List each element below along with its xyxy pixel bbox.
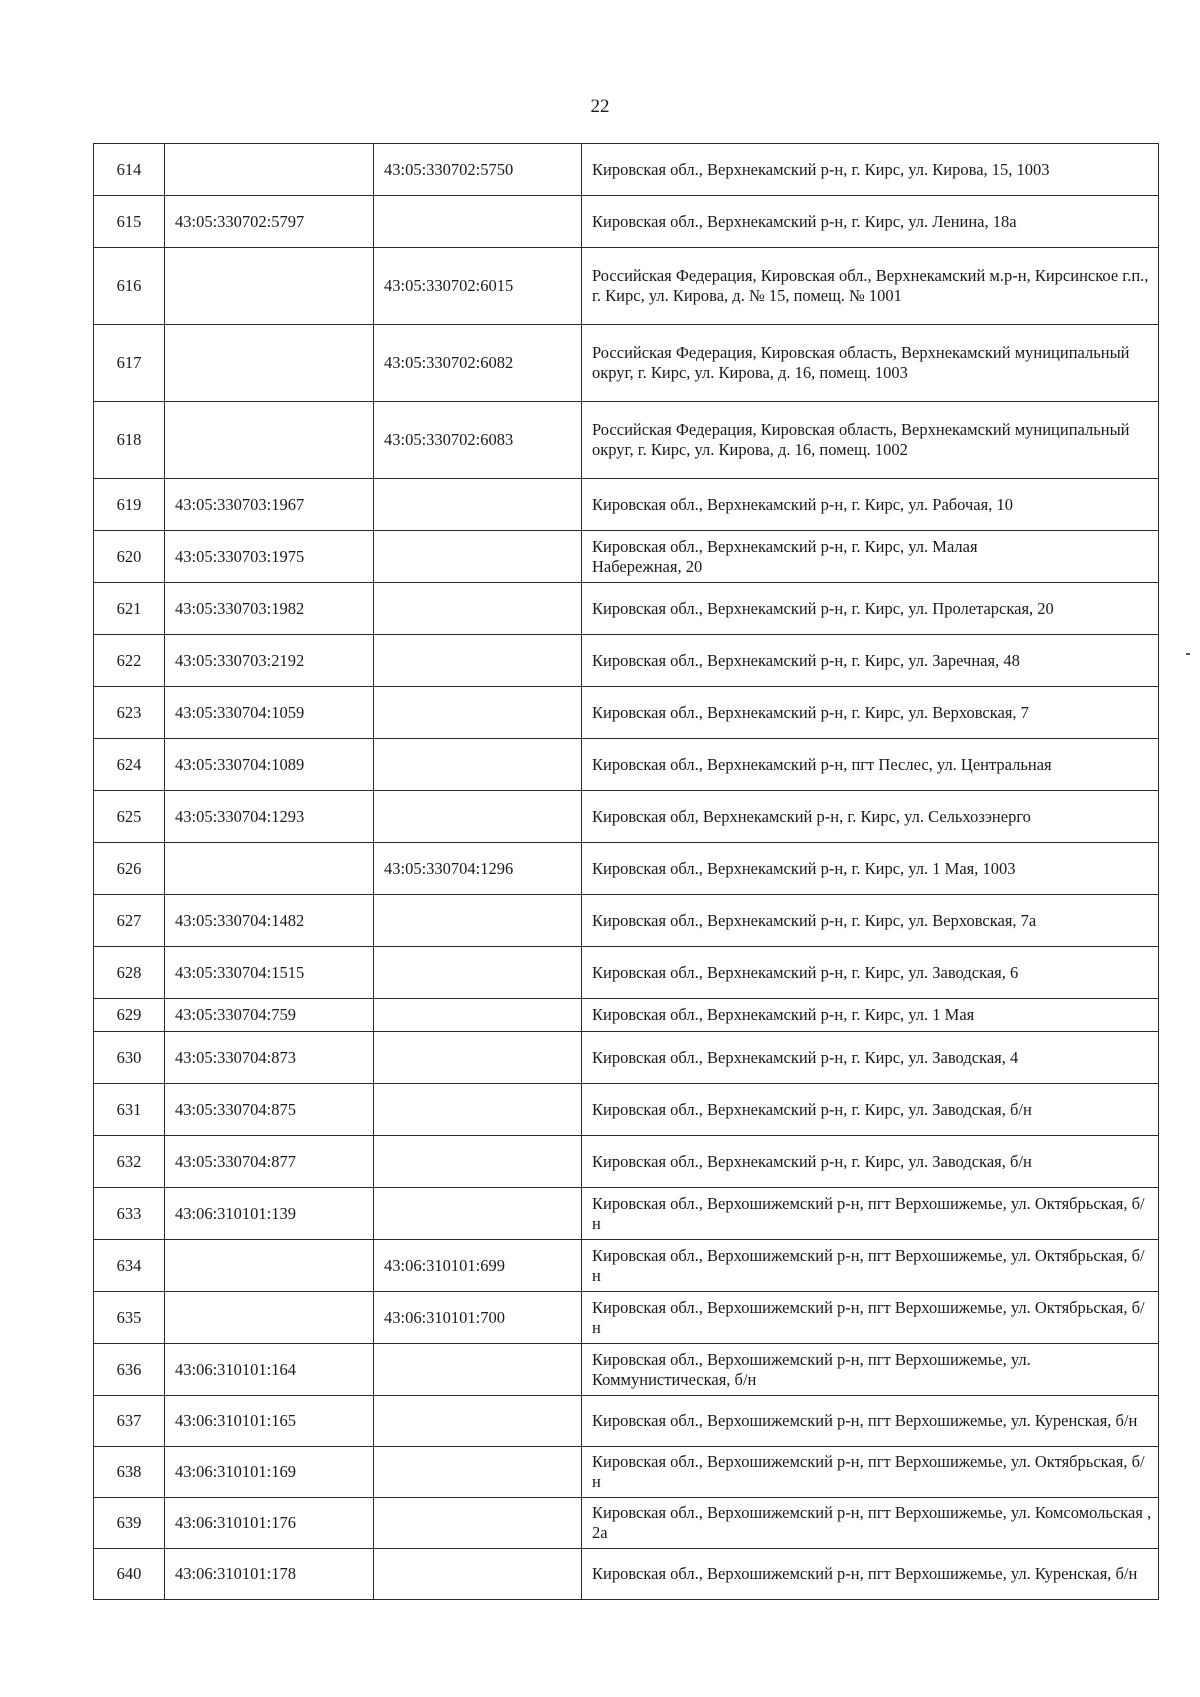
cadastral-number-secondary: 43:05:330702:5750 <box>374 144 582 196</box>
table-row <box>94 843 1159 895</box>
row-number: 629 <box>94 999 165 1032</box>
table-row <box>94 325 1159 402</box>
table-row <box>94 583 1159 635</box>
cadastral-number-primary: 43:05:330704:1293 <box>165 791 374 843</box>
cadastral-number-primary: 43:06:310101:139 <box>165 1188 374 1240</box>
table-row <box>94 739 1159 791</box>
cadastral-number-secondary: 43:05:330702:6082 <box>374 325 582 402</box>
row-number: 635 <box>94 1292 165 1344</box>
cadastral-number-secondary <box>374 739 582 791</box>
address-cell: Кировская обл., Верхнекамский р-н, г. Кирс, ул. Пролетарская, 20 <box>582 583 1159 635</box>
cadastral-number-secondary: 43:05:330702:6015 <box>374 248 582 325</box>
row-number: 620 <box>94 531 165 583</box>
table-row <box>94 999 1159 1032</box>
table-row <box>94 402 1159 479</box>
row-number: 617 <box>94 325 165 402</box>
cadastral-number-primary: 43:06:310101:169 <box>165 1447 374 1498</box>
table-row <box>94 248 1159 325</box>
cadastral-number-primary: 43:05:330703:2192 <box>165 635 374 687</box>
address-cell: Кировская обл., Верхнекамский р-н, г. Кирс, ул. Верховская, 7 <box>582 687 1159 739</box>
address-cell: Кировская обл., Верхошижемский р-н, пгт Верхошижемье, ул. Октябрьская, б/н <box>582 1188 1159 1240</box>
row-number: 631 <box>94 1084 165 1136</box>
cadastral-number-primary: 43:05:330702:5797 <box>165 196 374 248</box>
cadastral-number-primary: 43:06:310101:164 <box>165 1344 374 1396</box>
address-cell: Кировская обл., Верхнекамский р-н, г. Кирс, ул. Заводская, б/н <box>582 1084 1159 1136</box>
table-row <box>94 1032 1159 1084</box>
cadastral-number-primary: 43:05:330703:1967 <box>165 479 374 531</box>
row-number: 615 <box>94 196 165 248</box>
address-cell: Кировская обл., Верхнекамский р-н, г. Кирс, ул. Заводская, 6 <box>582 947 1159 999</box>
row-number: 623 <box>94 687 165 739</box>
cadastral-number-primary: 43:05:330704:1089 <box>165 739 374 791</box>
row-number: 616 <box>94 248 165 325</box>
address-cell: Кировская обл., Верхошижемский р-н, пгт Верхошижемье, ул. Куренская, б/н <box>582 1396 1159 1447</box>
address-cell: Кировская обл., Верхошижемский р-н, пгт Верхошижемье, ул. Октябрьская, б/н <box>582 1240 1159 1292</box>
address-cell: Кировская обл., Верхнекамский р-н, г. Кирс, ул. Кирова, 15, 1003 <box>582 144 1159 196</box>
table-row <box>94 479 1159 531</box>
cadastral-number-secondary: 43:05:330704:1296 <box>374 843 582 895</box>
table-row <box>94 1084 1159 1136</box>
cadastral-number-secondary <box>374 583 582 635</box>
address-cell: Кировская обл., Верхошижемский р-н, пгт Верхошижемье, ул. Коммунистическая, б/н <box>582 1344 1159 1396</box>
row-number: 633 <box>94 1188 165 1240</box>
cadastral-number-primary: 43:05:330704:1482 <box>165 895 374 947</box>
cadastral-number-primary: 43:05:330704:759 <box>165 999 374 1032</box>
cadastral-number-primary: 43:05:330704:875 <box>165 1084 374 1136</box>
cadastral-number-primary: 43:05:330704:877 <box>165 1136 374 1188</box>
cadastral-number-primary: 43:05:330703:1982 <box>165 583 374 635</box>
cadastral-number-primary <box>165 325 374 402</box>
cadastral-number-secondary: 43:05:330702:6083 <box>374 402 582 479</box>
row-number: 622 <box>94 635 165 687</box>
address-cell: Кировская обл., Верхнекамский р-н, пгт Песлес, ул. Центральная <box>582 739 1159 791</box>
cadastral-number-primary: 43:05:330704:1059 <box>165 687 374 739</box>
row-number: 624 <box>94 739 165 791</box>
table-row <box>94 1549 1159 1600</box>
address-cell: Кировская обл., Верхошижемский р-н, пгт Верхошижемье, ул. Октябрьская, б/н <box>582 1292 1159 1344</box>
cadastral-number-secondary <box>374 635 582 687</box>
cadastral-number-primary <box>165 402 374 479</box>
row-number: 625 <box>94 791 165 843</box>
cadastral-number-primary <box>165 1292 374 1344</box>
table-row <box>94 687 1159 739</box>
cadastral-number-primary: 43:06:310101:176 <box>165 1498 374 1549</box>
cadastral-number-secondary <box>374 791 582 843</box>
row-number: 634 <box>94 1240 165 1292</box>
cadastral-number-secondary <box>374 1396 582 1447</box>
row-number: 621 <box>94 583 165 635</box>
row-number: 614 <box>94 144 165 196</box>
address-cell: Кировская обл., Верхнекамский р-н, г. Кирс, ул. Верховская, 7а <box>582 895 1159 947</box>
table-row <box>94 791 1159 843</box>
table-row <box>94 947 1159 999</box>
cadastral-number-primary: 43:06:310101:165 <box>165 1396 374 1447</box>
cadastral-number-secondary <box>374 1084 582 1136</box>
cadastral-number-secondary <box>374 1447 582 1498</box>
page-number: 22 <box>590 96 610 117</box>
address-cell: Кировская обл., Верхошижемский р-н, пгт Верхошижемье, ул. Комсомольская , 2а <box>582 1498 1159 1549</box>
table-row <box>94 1136 1159 1188</box>
cadastral-number-secondary <box>374 196 582 248</box>
address-cell: Кировская обл., Верхнекамский р-н, г. Кирс, ул. 1 Мая <box>582 999 1159 1032</box>
address-cell: Кировская обл, Верхнекамский р-н, г. Кирс, ул. Сельхозэнерго <box>582 791 1159 843</box>
scan-speck <box>1186 653 1190 655</box>
row-number: 638 <box>94 1447 165 1498</box>
row-number: 626 <box>94 843 165 895</box>
address-cell: Кировская обл., Верхошижемский р-н, пгт Верхошижемье, ул. Куренская, б/н <box>582 1549 1159 1600</box>
cadastral-number-secondary <box>374 531 582 583</box>
cadastral-number-primary <box>165 843 374 895</box>
cadastral-number-secondary <box>374 895 582 947</box>
address-cell: Кировская обл., Верхнекамский р-н, г. Кирс, ул. Ленина, 18а <box>582 196 1159 248</box>
cadastral-number-secondary <box>374 1344 582 1396</box>
table-row <box>94 196 1159 248</box>
cadastral-number-primary <box>165 248 374 325</box>
address-cell: Российская Федерация, Кировская область, Верхнекамский муниципальный округ, г. Кирс, ул. Кирова, д. 16, помещ. 1002 <box>582 402 1159 479</box>
address-cell: Кировская обл., Верхнекамский р-н, г. Кирс, ул. Малая Набережная, 20 <box>582 531 1159 583</box>
cadastral-number-secondary <box>374 999 582 1032</box>
table-row <box>94 1396 1159 1447</box>
address-cell: Кировская обл., Верхнекамский р-н, г. Кирс, ул. Рабочая, 10 <box>582 479 1159 531</box>
table-row <box>94 1498 1159 1549</box>
cadastral-number-secondary <box>374 1032 582 1084</box>
row-number: 630 <box>94 1032 165 1084</box>
table-row <box>94 1240 1159 1292</box>
cadastral-number-primary <box>165 144 374 196</box>
row-number: 618 <box>94 402 165 479</box>
row-number: 632 <box>94 1136 165 1188</box>
cadastral-number-primary: 43:06:310101:178 <box>165 1549 374 1600</box>
address-cell: Кировская обл., Верхнекамский р-н, г. Кирс, ул. Заречная, 48 <box>582 635 1159 687</box>
table-row <box>94 144 1159 196</box>
cadastral-number-primary: 43:05:330704:1515 <box>165 947 374 999</box>
cadastral-number-primary: 43:05:330704:873 <box>165 1032 374 1084</box>
address-cell: Кировская обл., Верхошижемский р-н, пгт Верхошижемье, ул. Октябрьская, б/н <box>582 1447 1159 1498</box>
address-cell: Кировская обл., Верхнекамский р-н, г. Кирс, ул. Заводская, 4 <box>582 1032 1159 1084</box>
row-number: 639 <box>94 1498 165 1549</box>
registry-table-body <box>94 144 1159 1600</box>
cadastral-number-secondary <box>374 947 582 999</box>
cadastral-number-primary <box>165 1240 374 1292</box>
address-cell: Российская Федерация, Кировская область, Верхнекамский муниципальный округ, г. Кирс, ул. Кирова, д. 16, помещ. 1003 <box>582 325 1159 402</box>
cadastral-number-secondary: 43:06:310101:700 <box>374 1292 582 1344</box>
table-row <box>94 1292 1159 1344</box>
row-number: 636 <box>94 1344 165 1396</box>
row-number: 637 <box>94 1396 165 1447</box>
registry-table <box>93 143 1159 1600</box>
cadastral-number-secondary <box>374 1136 582 1188</box>
cadastral-number-primary: 43:05:330703:1975 <box>165 531 374 583</box>
address-cell: Кировская обл., Верхнекамский р-н, г. Кирс, ул. Заводская, б/н <box>582 1136 1159 1188</box>
row-number: 619 <box>94 479 165 531</box>
address-cell: Российская Федерация, Кировская обл., Верхнекамский м.р-н, Кирсинское г.п., г. Кирс, ул. Кирова, д. № 15, помещ. № 1001 <box>582 248 1159 325</box>
address-cell: Кировская обл., Верхнекамский р-н, г. Кирс, ул. 1 Мая, 1003 <box>582 843 1159 895</box>
cadastral-number-secondary: 43:06:310101:699 <box>374 1240 582 1292</box>
table-row <box>94 1188 1159 1240</box>
table-row <box>94 1344 1159 1396</box>
cadastral-number-secondary <box>374 479 582 531</box>
cadastral-number-secondary <box>374 1498 582 1549</box>
table-row <box>94 1447 1159 1498</box>
table-row <box>94 635 1159 687</box>
cadastral-number-secondary <box>374 687 582 739</box>
row-number: 628 <box>94 947 165 999</box>
table-row <box>94 531 1159 583</box>
row-number: 627 <box>94 895 165 947</box>
table-row <box>94 895 1159 947</box>
cadastral-number-secondary <box>374 1188 582 1240</box>
row-number: 640 <box>94 1549 165 1600</box>
cadastral-number-secondary <box>374 1549 582 1600</box>
